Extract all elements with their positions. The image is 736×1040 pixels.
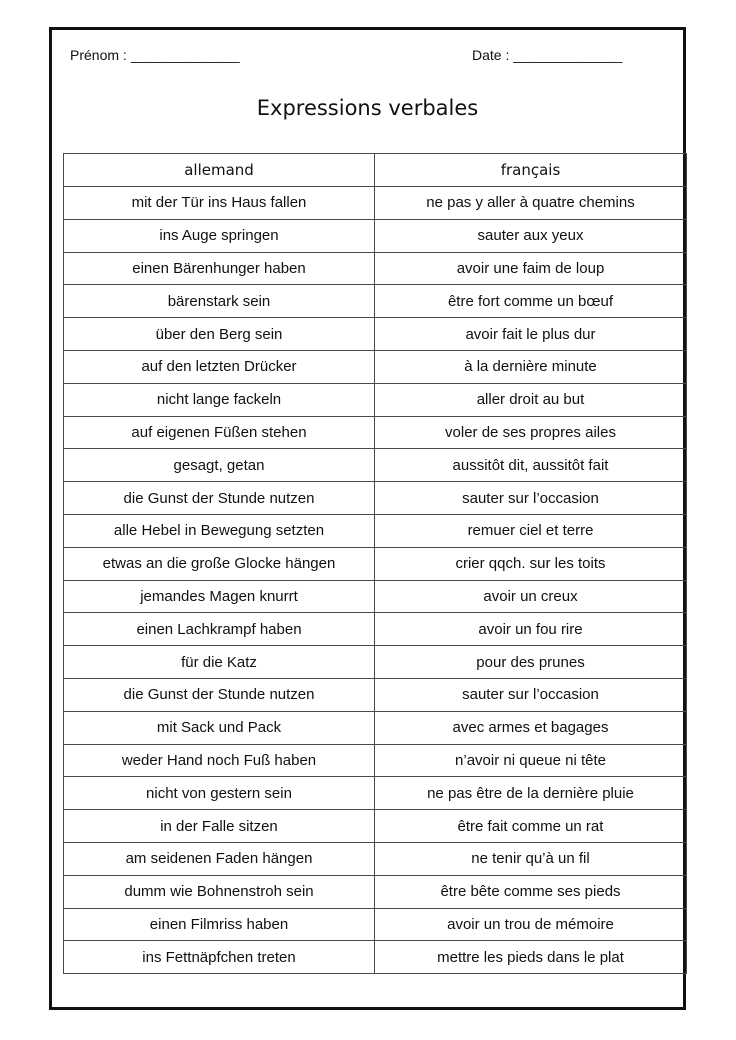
french-expression: avec armes et bagages [375,711,687,744]
french-expression: sauter sur l’occasion [375,482,687,515]
french-expression: sauter aux yeux [375,219,687,252]
french-expression: avoir une faim de loup [375,252,687,285]
table-row [64,547,687,580]
french-expression: être fait comme un rat [375,810,687,843]
german-expression: die Gunst der Stunde nutzen [64,678,375,711]
table-row [64,810,687,843]
french-expression: être bête comme ses pieds [375,875,687,908]
table-row [64,744,687,777]
table-body [64,187,687,974]
german-expression: ins Fettnäpfchen treten [64,941,375,974]
french-expression: n’avoir ni queue ni tête [375,744,687,777]
german-expression: einen Lachkrampf haben [64,613,375,646]
name-field-label: Prénom : ______________ [70,47,240,63]
table-row [64,613,687,646]
table-row [64,678,687,711]
german-expression: jemandes Magen knurrt [64,580,375,613]
german-expression: auf eigenen Füßen stehen [64,416,375,449]
german-expression: etwas an die große Glocke hängen [64,547,375,580]
german-expression: bärenstark sein [64,285,375,318]
french-expression: sauter sur l’occasion [375,678,687,711]
german-expression: am seidenen Faden hängen [64,842,375,875]
german-expression: ins Auge springen [64,219,375,252]
french-expression: pour des prunes [375,646,687,679]
worksheet [49,27,686,1010]
german-expression: gesagt, getan [64,449,375,482]
german-expression: mit Sack und Pack [64,711,375,744]
vocabulary-table [63,153,687,974]
table-row [64,219,687,252]
french-expression: mettre les pieds dans le plat [375,941,687,974]
column-header-french: français [375,154,687,187]
table-row [64,449,687,482]
german-expression: für die Katz [64,646,375,679]
french-expression: ne pas être de la dernière pluie [375,777,687,810]
german-expression: weder Hand noch Fuß haben [64,744,375,777]
french-expression: aussitôt dit, aussitôt fait [375,449,687,482]
table-row [64,646,687,679]
german-expression: über den Berg sein [64,318,375,351]
german-expression: einen Bärenhunger haben [64,252,375,285]
table-row [64,416,687,449]
french-expression: avoir un trou de mémoire [375,908,687,941]
french-expression: remuer ciel et terre [375,514,687,547]
column-header-german: allemand [64,154,375,187]
table-row [64,187,687,220]
date-field-label: Date : ______________ [472,47,623,63]
german-expression: in der Falle sitzen [64,810,375,843]
table-row [64,908,687,941]
german-expression: einen Filmriss haben [64,908,375,941]
french-expression: avoir un fou rire [375,613,687,646]
page-title: Expressions verbales [256,96,479,120]
table-row [64,350,687,383]
table-row [64,580,687,613]
german-expression: nicht lange fackeln [64,383,375,416]
table-row [64,941,687,974]
french-expression: ne tenir qu’à un fil [375,842,687,875]
german-expression: dumm wie Bohnenstroh sein [64,875,375,908]
french-expression: crier qqch. sur les toits [375,547,687,580]
table-row [64,514,687,547]
german-expression: die Gunst der Stunde nutzen [64,482,375,515]
french-expression: aller droit au but [375,383,687,416]
french-expression: avoir fait le plus dur [375,318,687,351]
french-expression: ne pas y aller à quatre chemins [375,187,687,220]
table-row [64,777,687,810]
table-row [64,875,687,908]
german-expression: nicht von gestern sein [64,777,375,810]
french-expression: voler de ses propres ailes [375,416,687,449]
german-expression: mit der Tür ins Haus fallen [64,187,375,220]
german-expression: alle Hebel in Bewegung setzten [64,514,375,547]
table-header-row [64,154,687,187]
table-row [64,711,687,744]
table-row [64,842,687,875]
table-row [64,383,687,416]
french-expression: à la dernière minute [375,350,687,383]
table-row [64,482,687,515]
table-row [64,318,687,351]
table-row [64,252,687,285]
table-row [64,285,687,318]
french-expression: être fort comme un bœuf [375,285,687,318]
french-expression: avoir un creux [375,580,687,613]
german-expression: auf den letzten Drücker [64,350,375,383]
